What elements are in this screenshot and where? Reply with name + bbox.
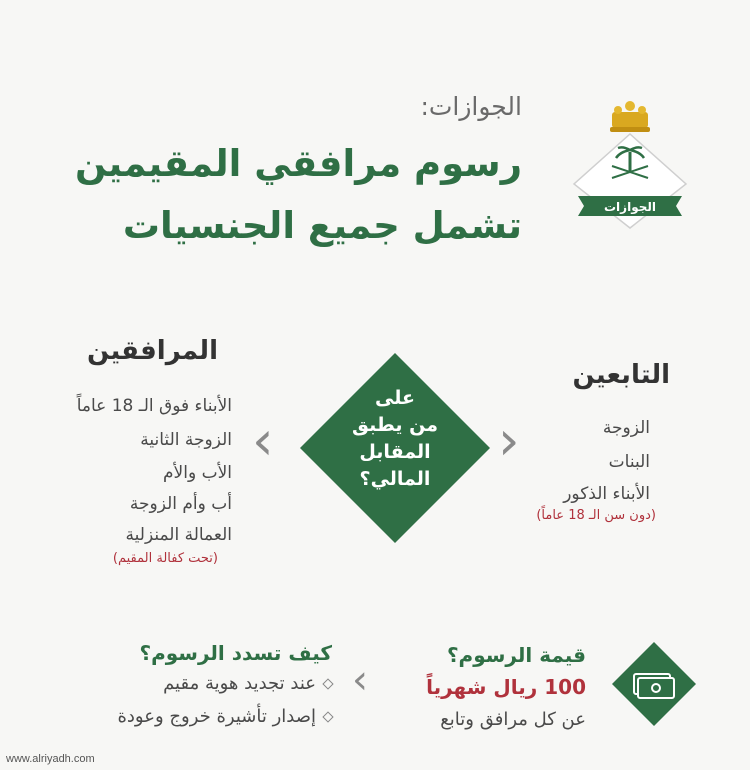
dependents-note: (دون سن الـ 18 عاماً) — [536, 508, 656, 523]
companions-item: الأبناء فوق الـ 18 عاماً — [76, 396, 232, 416]
header-title-line1: رسوم مرافقي المقيمين — [75, 142, 522, 185]
center-line-1: على — [375, 387, 415, 409]
companions-title: المرافقين — [87, 336, 218, 366]
logo-label: الجوازات — [604, 200, 656, 214]
payment-item-text: عند تجديد هوية مقيم — [163, 673, 316, 694]
companions-item: أب وأم الزوجة — [129, 494, 232, 514]
fee-per: عن كل مرافق وتابع — [440, 709, 586, 730]
companions-item: الزوجة الثانية — [140, 430, 232, 450]
chevron-left-icon: ‹ — [352, 657, 368, 703]
dependents-item: الأبناء الذكور — [563, 484, 650, 504]
center-line-2: من يطبق — [351, 414, 438, 436]
center-line-4: المالي؟ — [359, 468, 431, 490]
bullet-icon — [322, 711, 333, 722]
watermark: www.alriyadh.com — [6, 753, 95, 765]
fee-amount: 100 ريال شهرياً — [426, 675, 586, 699]
dependents-item: الزوجة — [602, 418, 650, 438]
center-question — [318, 385, 472, 493]
center-line-3: المقابل — [359, 441, 431, 463]
payment-item — [117, 706, 332, 727]
companions-item: العمالة المنزلية — [125, 525, 232, 545]
companions-item: الأب والأم — [163, 463, 232, 483]
payment-title: كيف تسدد الرسوم؟ — [139, 641, 332, 665]
fee-title: قيمة الرسوم؟ — [446, 643, 586, 667]
chevron-left-icon: ‹ — [252, 409, 274, 472]
header-title-line2: تشمل جميع الجنسيات — [122, 204, 522, 247]
bullet-icon — [322, 678, 333, 689]
companions-note: (تحت كفالة المقيم) — [112, 551, 218, 566]
crown-icon — [610, 101, 650, 132]
passports-emblem-icon — [568, 100, 692, 230]
payment-item — [163, 673, 332, 694]
dependents-title: التابعين — [572, 360, 670, 390]
header-kicker: الجوازات: — [420, 92, 522, 121]
dependents-item: البنات — [608, 452, 650, 472]
money-icon — [612, 642, 696, 726]
payment-item-text: إصدار تأشيرة خروج وعودة — [117, 706, 316, 727]
chevron-right-icon: › — [498, 409, 520, 472]
